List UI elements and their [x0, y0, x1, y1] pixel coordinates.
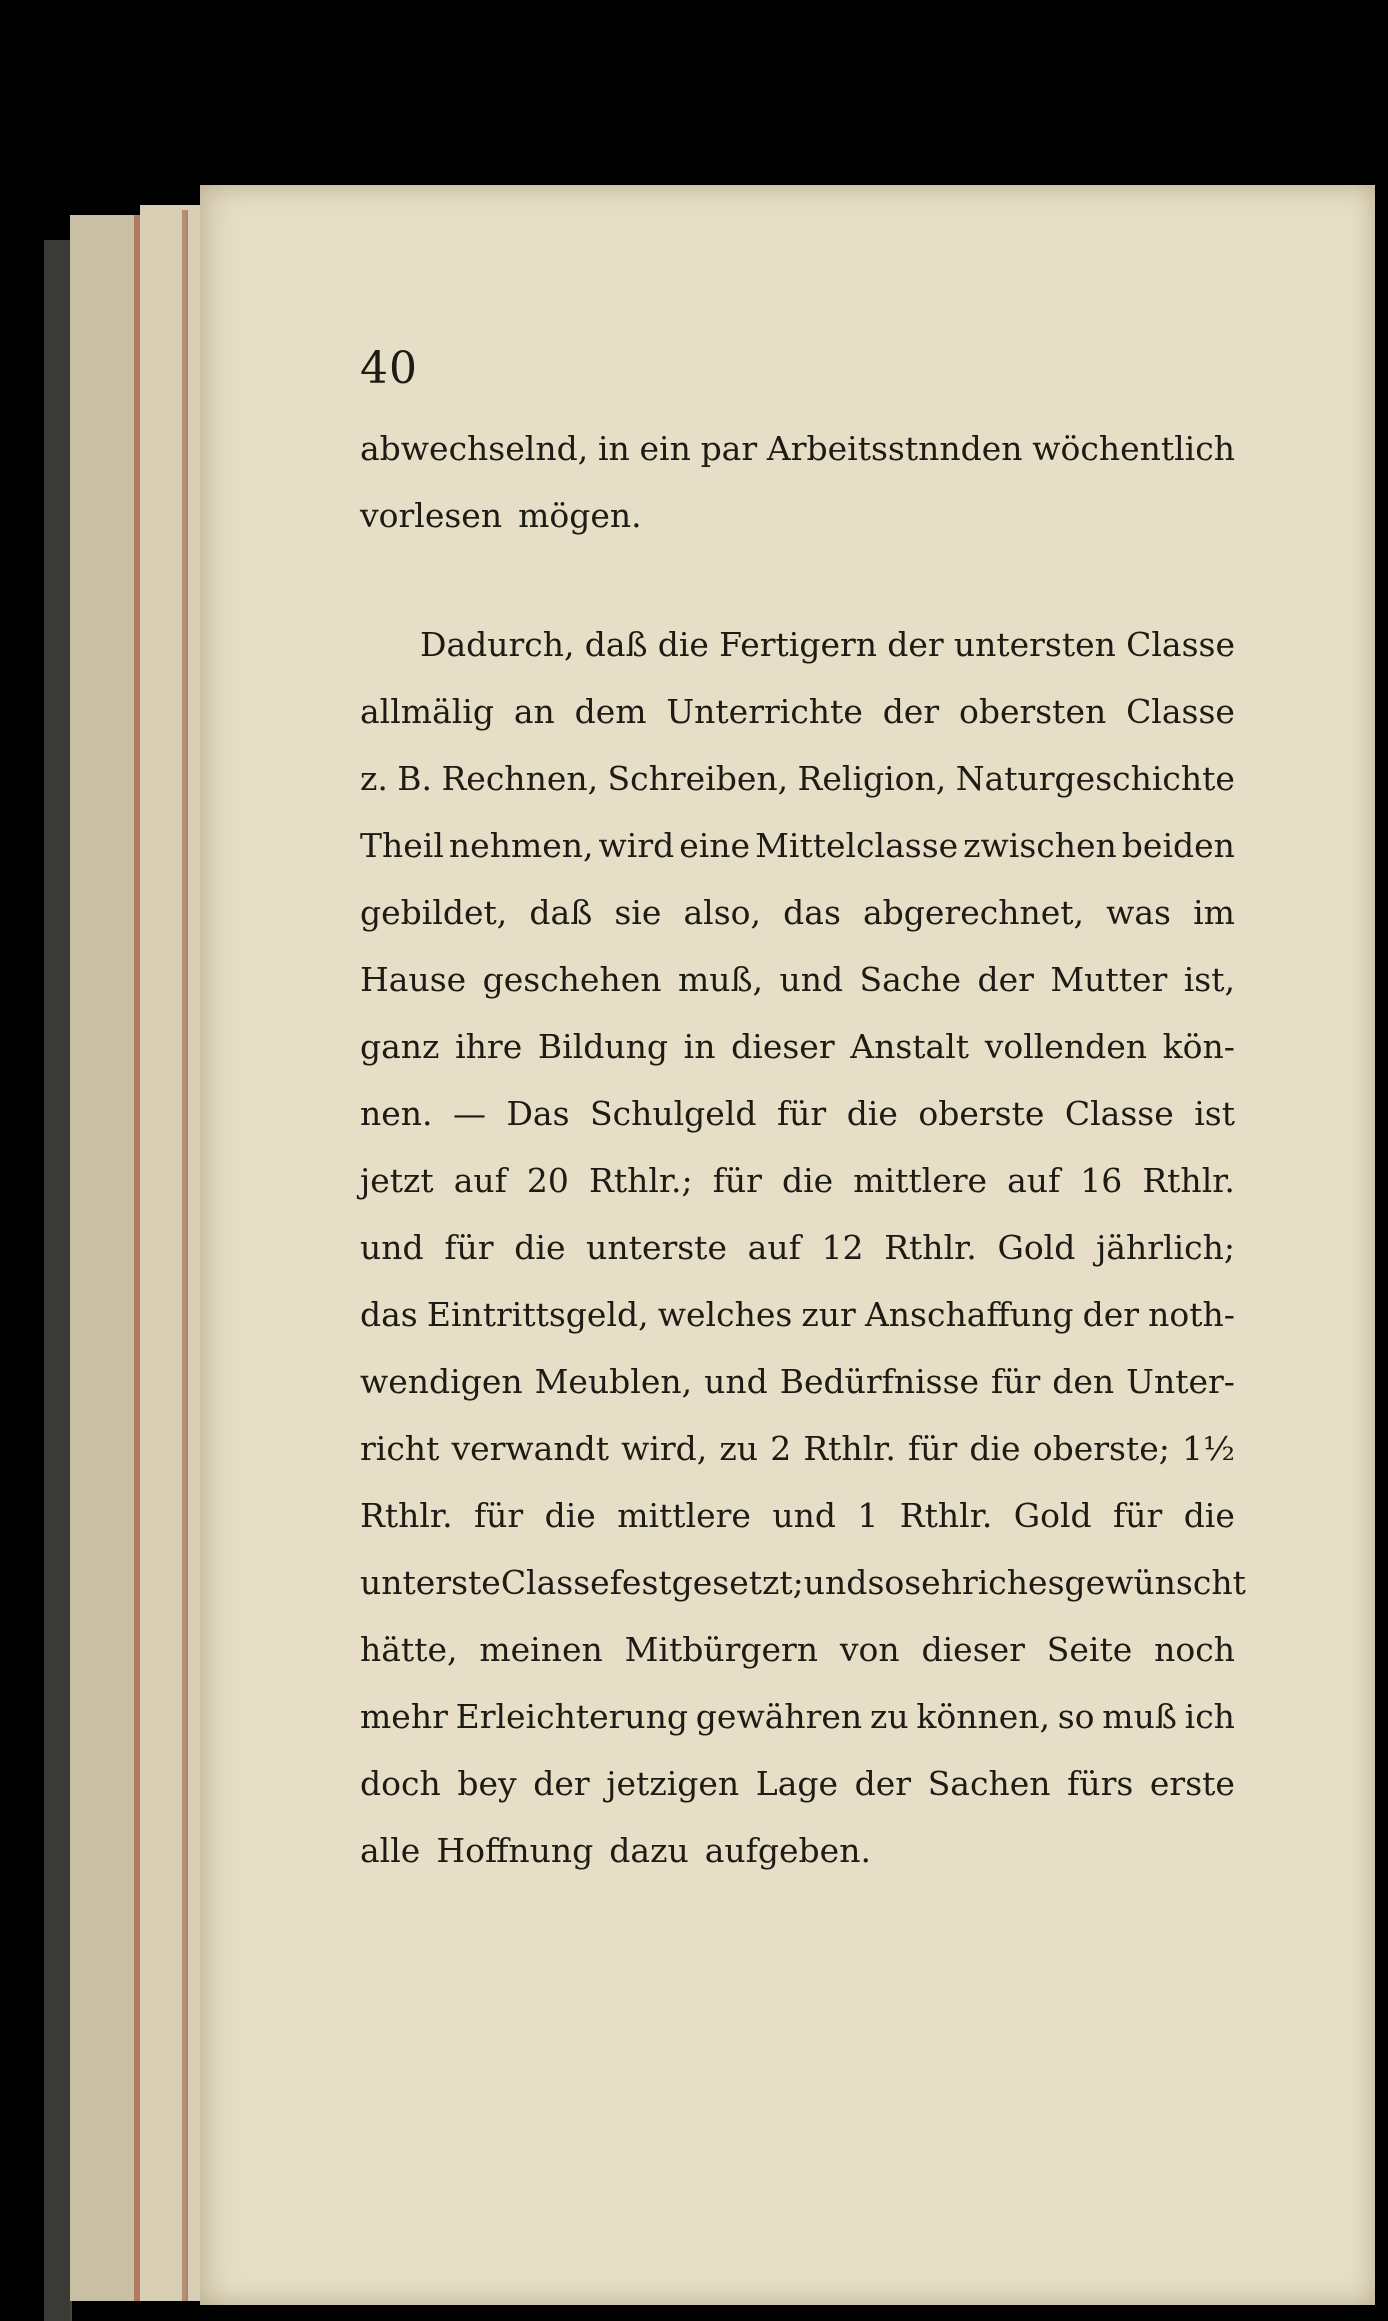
text-line — [360, 812, 1235, 879]
word: alle — [360, 1831, 421, 1870]
word: mittlere — [617, 1496, 751, 1535]
body-text — [360, 415, 1246, 1884]
word: in — [683, 1027, 716, 1066]
word: jetzigen — [606, 1764, 740, 1803]
word: Classe — [1064, 1094, 1174, 1133]
text-line — [360, 1683, 1235, 1750]
word: die — [846, 1094, 898, 1133]
word: 16 — [1080, 1161, 1123, 1200]
word: Anschaffung — [864, 1295, 1074, 1334]
word: muß — [1102, 1697, 1177, 1736]
text-line — [360, 1415, 1235, 1482]
word: so — [1057, 1697, 1095, 1736]
word: das — [360, 1295, 418, 1334]
word: kön- — [1162, 1027, 1235, 1066]
word: Rechnen, — [441, 759, 599, 798]
text-line — [360, 1817, 1235, 1884]
text-line — [360, 482, 1235, 549]
word: Classe — [1126, 625, 1235, 664]
word: obersten — [958, 692, 1107, 731]
word: für — [908, 1429, 958, 1468]
word: muß, — [677, 960, 764, 999]
word: eine — [679, 826, 751, 865]
word: dieser — [921, 1630, 1025, 1669]
word: ganz — [360, 1027, 440, 1066]
text-line — [360, 1013, 1235, 1080]
word: mittlere — [853, 1161, 988, 1200]
word: noth- — [1148, 1295, 1235, 1334]
word: dem — [574, 692, 647, 731]
word: Unter- — [1126, 1362, 1235, 1401]
word: jetzt — [360, 1161, 434, 1200]
word: vorlesen — [360, 496, 503, 535]
word: Rthlr.; — [588, 1161, 693, 1200]
word: also, — [683, 893, 762, 932]
word: unterste — [360, 1563, 501, 1602]
word: wird, — [621, 1429, 708, 1468]
word: zu — [719, 1429, 759, 1468]
page-sheet — [200, 185, 1375, 2305]
word: Eintrittsgeld, — [426, 1295, 649, 1334]
word: von — [839, 1630, 900, 1669]
word: für — [1113, 1496, 1163, 1535]
paragraph — [360, 611, 1246, 1884]
word: und — [704, 1362, 768, 1401]
word: welches — [657, 1295, 793, 1334]
word: oberste; — [1032, 1429, 1170, 1468]
word: Bedürfnisse — [779, 1362, 980, 1401]
word: für — [776, 1094, 827, 1133]
page-stack-edge-red — [182, 210, 188, 2301]
word: noch — [1154, 1630, 1235, 1669]
word: Seite — [1046, 1630, 1133, 1669]
word: Schulgeld — [590, 1094, 757, 1133]
word: im — [1193, 893, 1235, 932]
word: Sache — [859, 960, 962, 999]
word: abgerechnet, — [862, 893, 1085, 932]
word: für — [712, 1161, 762, 1200]
word: Theil — [360, 826, 444, 865]
word: sie — [614, 893, 662, 932]
word: 2 — [770, 1429, 792, 1468]
word: 1½ — [1181, 1429, 1235, 1468]
word: die — [544, 1496, 596, 1535]
word: vollenden — [984, 1027, 1147, 1066]
page-number: 40 — [360, 343, 418, 394]
word: 12 — [821, 1228, 864, 1267]
word: nehmen, — [448, 826, 594, 865]
word: gewähren — [695, 1697, 863, 1736]
text-line — [360, 1348, 1235, 1415]
text-line — [360, 1750, 1235, 1817]
word: mögen. — [518, 496, 642, 535]
word: Erleichterung — [455, 1697, 689, 1736]
word: ich — [977, 1563, 1029, 1602]
text-line — [360, 678, 1235, 745]
word: auf — [453, 1161, 507, 1200]
word: B. — [397, 759, 433, 798]
word: z. — [360, 759, 388, 798]
word: Fertigern — [719, 625, 878, 664]
word: festgesetzt; — [609, 1563, 804, 1602]
word: Hause — [360, 960, 467, 999]
word: die — [782, 1161, 834, 1200]
word: zur — [801, 1295, 856, 1334]
word: allmälig — [360, 692, 494, 731]
word: Sachen — [927, 1764, 1051, 1803]
word: und — [779, 960, 844, 999]
word: sehr — [904, 1563, 978, 1602]
word: 1 — [857, 1496, 879, 1535]
word: Rthlr. — [884, 1228, 977, 1267]
text-line — [360, 745, 1235, 812]
word: ihre — [455, 1027, 523, 1066]
word: an — [513, 692, 555, 731]
text-line — [360, 879, 1235, 946]
text-line — [360, 1214, 1235, 1281]
word: wendigen — [360, 1362, 523, 1401]
word: und — [772, 1496, 836, 1535]
word: Lage — [755, 1764, 839, 1803]
word: Anstalt — [850, 1027, 970, 1066]
word: beiden — [1121, 826, 1235, 865]
word: Unterrichte — [666, 692, 863, 731]
word: der — [887, 625, 944, 664]
word: Mutter — [1050, 960, 1168, 999]
word: gebildet, — [360, 893, 508, 932]
word: die — [1183, 1496, 1235, 1535]
word: mehr — [360, 1697, 448, 1736]
word: Religion, — [797, 759, 947, 798]
word: für — [444, 1228, 494, 1267]
word: ist — [1194, 1094, 1235, 1133]
text-line — [360, 1616, 1235, 1683]
word: meinen — [479, 1630, 603, 1669]
word: aufgeben. — [704, 1831, 871, 1870]
word: zu — [869, 1697, 909, 1736]
word: ist, — [1183, 960, 1235, 999]
word: verwandt — [451, 1429, 609, 1468]
word: Meublen, — [534, 1362, 693, 1401]
word: Hoffnung — [436, 1831, 594, 1870]
word: der — [854, 1764, 912, 1803]
word: daß — [529, 893, 593, 932]
page-stack-edge — [70, 215, 142, 2301]
word: Classe — [500, 1563, 610, 1602]
word: Arbeitsstnnden — [766, 429, 1023, 468]
word: daß — [584, 625, 648, 664]
word: jährlich; — [1096, 1228, 1235, 1267]
word: für — [473, 1496, 524, 1535]
text-line — [360, 1147, 1235, 1214]
word: der — [533, 1764, 590, 1803]
word: Bildung — [537, 1027, 669, 1066]
word: par — [700, 429, 758, 468]
word: die — [657, 625, 709, 664]
word: abwechselnd, — [360, 429, 589, 468]
word: dieser — [731, 1027, 835, 1066]
word: Schreiben, — [607, 759, 789, 798]
text-line — [360, 1549, 1246, 1616]
word: den — [1052, 1362, 1115, 1401]
word: bey — [457, 1764, 517, 1803]
word: Mitbürgern — [624, 1630, 819, 1669]
text-line — [360, 1281, 1235, 1348]
word: das — [783, 893, 841, 932]
word: dazu — [609, 1831, 689, 1870]
text-line — [360, 1482, 1235, 1549]
word: fürs — [1067, 1764, 1134, 1803]
word: es — [1028, 1563, 1065, 1602]
word: der — [1082, 1295, 1140, 1334]
word: der — [977, 960, 1034, 999]
word: 20 — [526, 1161, 569, 1200]
word: können, — [916, 1697, 1050, 1736]
word: nen. — [360, 1094, 433, 1133]
word: Naturgeschichte — [955, 759, 1235, 798]
page-stack-edge — [140, 205, 202, 2301]
word: hätte, — [360, 1630, 458, 1669]
word: — — [453, 1094, 486, 1133]
word: Mittelclasse — [755, 826, 959, 865]
word: geschehen — [482, 960, 662, 999]
word: Rthlr. — [1142, 1161, 1235, 1200]
word: unterste — [586, 1228, 727, 1267]
word: und — [360, 1228, 424, 1267]
word: richt — [360, 1429, 440, 1468]
word: doch — [360, 1764, 441, 1803]
word: oberste — [918, 1094, 1045, 1133]
word: zwischen — [963, 826, 1117, 865]
word: Rthlr. — [899, 1496, 993, 1535]
word: Gold — [997, 1228, 1076, 1267]
word: untersten — [953, 625, 1116, 664]
word: wöchentlich — [1032, 429, 1235, 468]
word: Das — [506, 1094, 570, 1133]
word: Rthlr. — [360, 1496, 453, 1535]
word: so — [867, 1563, 905, 1602]
word: ich — [1184, 1697, 1235, 1736]
text-line — [360, 415, 1235, 482]
word: Dadurch, — [420, 625, 575, 664]
word: ein — [639, 429, 691, 468]
word: der — [882, 692, 940, 731]
text-line — [360, 946, 1235, 1013]
word: auf — [747, 1228, 801, 1267]
word: wird — [598, 826, 675, 865]
word: was — [1106, 893, 1171, 932]
word: gewünscht — [1064, 1563, 1246, 1602]
word: die — [969, 1429, 1021, 1468]
text-line — [360, 611, 1235, 678]
word: Rthlr. — [803, 1429, 896, 1468]
word: Gold — [1013, 1496, 1092, 1535]
paragraph-gap — [360, 549, 1235, 611]
word: in — [597, 429, 630, 468]
word: die — [514, 1228, 566, 1267]
book-cover-edge — [44, 240, 72, 2321]
word: erste — [1149, 1764, 1235, 1803]
word: Classe — [1126, 692, 1235, 731]
word: auf — [1007, 1161, 1061, 1200]
word: für — [991, 1362, 1041, 1401]
text-line — [360, 1080, 1235, 1147]
paragraph — [360, 415, 1235, 549]
word: und — [803, 1563, 868, 1602]
